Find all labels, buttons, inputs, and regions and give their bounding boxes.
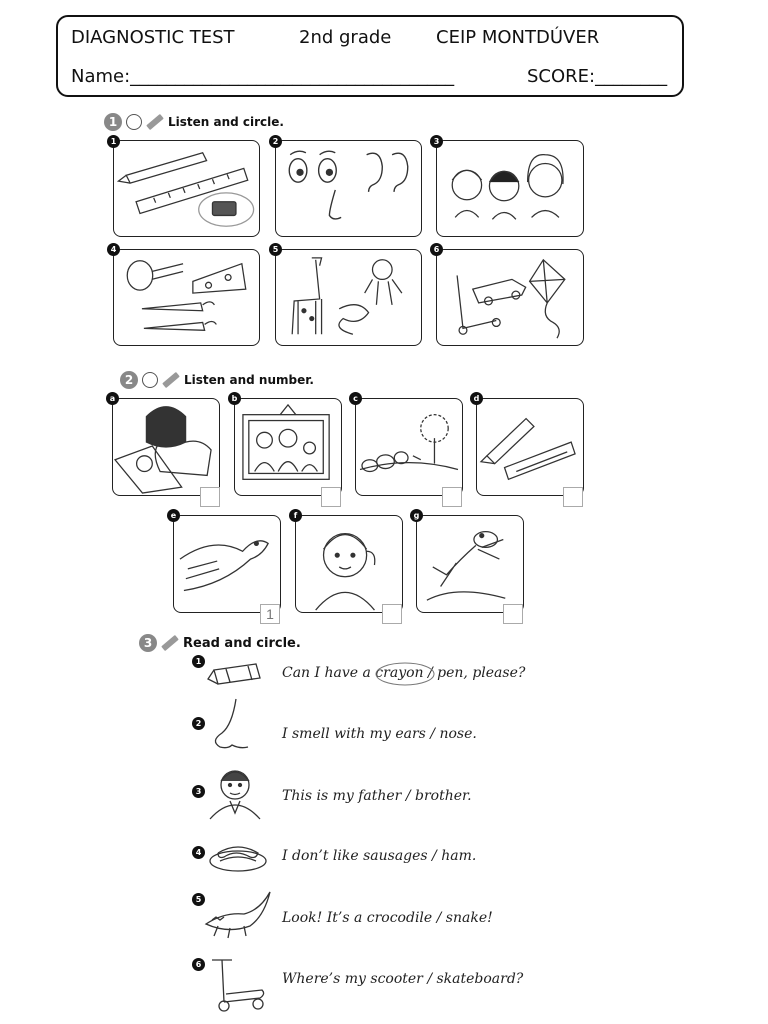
section1-title — [104, 113, 284, 131]
s2-answer-box[interactable] — [382, 604, 402, 624]
section3-number: 3 — [139, 634, 157, 652]
s2-answer-box[interactable]: 1 — [260, 604, 280, 624]
section3-instruction: Read and circle. — [183, 635, 301, 651]
school-name: CEIP MONTDÚVER — [436, 27, 600, 48]
listen-icon — [142, 372, 158, 388]
s2-item-letter: a — [106, 392, 119, 405]
s1-item-number: 4 — [107, 243, 120, 256]
s2-picture-c[interactable] — [355, 398, 463, 496]
boy-drawing-sun-drawing — [113, 399, 219, 495]
s1-picture-animals[interactable] — [275, 249, 422, 346]
s2-item-letter: c — [349, 392, 362, 405]
stationery-drawing — [114, 141, 259, 236]
section2-number: 2 — [120, 371, 138, 389]
family-faces-drawing — [437, 141, 583, 236]
crocodile-icon — [204, 886, 274, 940]
s2-item-letter: g — [410, 509, 423, 522]
s1-item-number: 6 — [430, 243, 443, 256]
pencil-icon — [161, 635, 179, 651]
man-portrait-icon — [206, 763, 264, 821]
pencil-icon — [146, 114, 164, 130]
listen-icon — [126, 114, 142, 130]
test-title: DIAGNOSTIC TEST — [71, 27, 235, 48]
s2-item-letter: f — [289, 509, 302, 522]
scooter-icon — [206, 954, 268, 1014]
s2-item-letter: e — [167, 509, 180, 522]
section2-instruction: Listen and number. — [184, 373, 314, 387]
pencil-pencilcase-drawing — [477, 399, 583, 495]
tree-stones-drawing — [356, 399, 462, 495]
s2-picture-e[interactable] — [173, 515, 281, 613]
s3-item-number: 5 — [192, 893, 205, 906]
s1-item-number: 1 — [107, 135, 120, 148]
s3-item-number: 4 — [192, 846, 205, 859]
scooter-car-kite-drawing — [437, 250, 583, 345]
parrot-drawing — [174, 516, 280, 612]
s3-item-number: 2 — [192, 717, 205, 730]
boy-listening-drawing — [296, 516, 402, 612]
answer-circle-mark — [374, 661, 436, 687]
frog-jumping-drawing — [417, 516, 523, 612]
s1-picture-food[interactable] — [113, 249, 260, 346]
s2-answer-box[interactable] — [200, 487, 220, 507]
s1-picture-stationery[interactable] — [113, 140, 260, 237]
s2-answer-box[interactable] — [321, 487, 341, 507]
s3-item-number: 1 — [192, 655, 205, 668]
family-portrait-drawing — [235, 399, 341, 495]
s2-picture-d[interactable] — [476, 398, 584, 496]
section2-title — [120, 371, 314, 389]
s3-sentence[interactable]: Look! It’s a crocodile / snake! — [282, 910, 493, 926]
s2-picture-f[interactable] — [295, 515, 403, 613]
s1-item-number: 2 — [269, 135, 282, 148]
crayon-icon — [206, 660, 266, 690]
s1-picture-face[interactable] — [275, 140, 422, 237]
s2-answer-box[interactable] — [503, 604, 523, 624]
eyes-nose-ears-drawing — [276, 141, 421, 236]
s3-sentence[interactable]: I don’t like sausages / ham. — [282, 848, 477, 864]
s2-picture-b[interactable] — [234, 398, 342, 496]
s3-item-number: 6 — [192, 958, 205, 971]
s1-picture-people[interactable] — [436, 140, 584, 237]
ham-cheese-carrots-drawing — [114, 250, 259, 345]
s1-item-number: 3 — [430, 135, 443, 148]
s3-sentence[interactable]: Can I have a crayon / pen, please? — [282, 665, 526, 681]
giraffe-snake-monkey-drawing — [276, 250, 421, 345]
pencil-icon — [162, 372, 180, 388]
s2-answer-box[interactable] — [442, 487, 462, 507]
s2-item-letter: b — [228, 392, 241, 405]
s2-picture-a[interactable] — [112, 398, 220, 496]
s3-sentence[interactable]: Where’s my scooter / skateboard? — [282, 971, 524, 987]
s3-item-number: 3 — [192, 785, 205, 798]
s1-item-number: 5 — [269, 243, 282, 256]
section1-number: 1 — [104, 113, 122, 131]
s2-picture-g[interactable] — [416, 515, 524, 613]
s1-picture-toys[interactable] — [436, 249, 584, 346]
header-box — [56, 15, 684, 97]
section1-instruction: Listen and circle. — [168, 115, 284, 129]
section3-title — [139, 634, 301, 652]
score-field[interactable]: SCORE:________ — [527, 66, 668, 87]
sausages-plate-icon — [206, 837, 268, 875]
s3-sentence[interactable]: I smell with my ears / nose. — [282, 726, 477, 742]
grade-label: 2nd grade — [299, 27, 392, 48]
name-field[interactable]: Name:____________________________________ — [71, 66, 455, 87]
s2-item-letter: d — [470, 392, 483, 405]
s2-answer-box[interactable] — [563, 487, 583, 507]
nose-icon — [206, 697, 256, 755]
s3-sentence[interactable]: This is my father / brother. — [282, 788, 472, 804]
